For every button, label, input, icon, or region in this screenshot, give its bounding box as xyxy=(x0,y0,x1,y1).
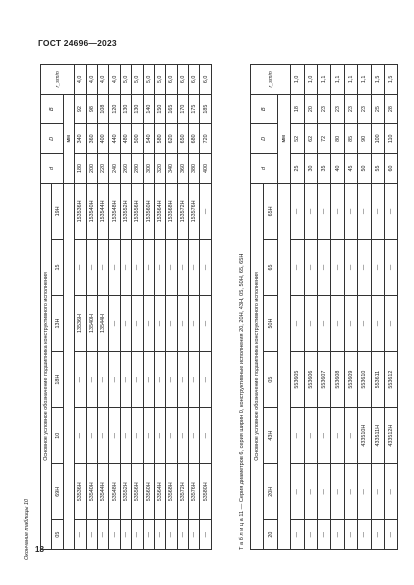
table-cell: — xyxy=(120,408,131,464)
table-cell: 153564Н xyxy=(154,183,165,239)
table-cell: 1,1 xyxy=(358,65,371,95)
table-cell: — xyxy=(384,239,397,295)
table-cell: — xyxy=(143,239,154,295)
table-cell: 6,0 xyxy=(189,65,200,95)
table-cell: — xyxy=(177,520,188,550)
table-cell: 180 xyxy=(75,154,86,184)
table-cell: 553612 xyxy=(384,352,397,408)
table-cell: 553608 xyxy=(331,352,344,408)
table-cell: 150 xyxy=(154,94,165,124)
table-cell: 6,0 xyxy=(200,65,211,95)
table-cell: — xyxy=(86,408,97,464)
table-cell: 650 xyxy=(177,124,188,154)
table-cell: — xyxy=(384,183,397,239)
table-cell: — xyxy=(166,239,177,295)
table-cell: 553609 xyxy=(344,352,357,408)
page-header: ГОСТ 24696—2023 xyxy=(38,38,117,48)
group-header: Основное условное обозначение подшипника конструктивного исполнения xyxy=(41,183,52,549)
table-cell: 72 xyxy=(317,124,330,154)
table-cell: 340 xyxy=(75,124,86,154)
table-cell: 4,0 xyxy=(97,65,108,95)
table-cell: — xyxy=(371,464,384,520)
table-cell: 553610 xyxy=(358,352,371,408)
table-cell: 13540Н xyxy=(86,296,97,352)
table-cell: 153560Н xyxy=(143,183,154,239)
table-cell: 153568Н xyxy=(166,183,177,239)
table-row xyxy=(132,65,143,550)
table-cell: — xyxy=(291,183,304,239)
table-cell: 1,1 xyxy=(344,65,357,95)
col-r: r_smin xyxy=(251,65,291,95)
table-cell: 580 xyxy=(154,124,165,154)
col-D: D xyxy=(41,124,64,154)
table-row xyxy=(291,65,304,550)
table-cell: — xyxy=(384,464,397,520)
table-row xyxy=(358,65,371,550)
table-cell: — xyxy=(189,520,200,550)
table-cell: — xyxy=(86,520,97,550)
table-cell: — xyxy=(154,239,165,295)
table-cell: — xyxy=(177,408,188,464)
table-cell: 52 xyxy=(291,124,304,154)
table-cell: — xyxy=(132,352,143,408)
page-number: 18 xyxy=(35,545,44,554)
table-cell: — xyxy=(200,239,211,295)
table-cell: 100 xyxy=(371,124,384,154)
col-B: B xyxy=(251,94,278,124)
table-cell: 380 xyxy=(189,154,200,184)
table-cell: 5,0 xyxy=(132,65,143,95)
table-cell: 240 xyxy=(109,154,120,184)
table-cell: — xyxy=(344,296,357,352)
table-cell: 1,1 xyxy=(331,65,344,95)
table-cell: 5,0 xyxy=(120,65,131,95)
col-header: 65 xyxy=(264,239,277,295)
table-cell: — xyxy=(120,239,131,295)
table-cell: 4,0 xyxy=(109,65,120,95)
table-cell: 400 xyxy=(97,124,108,154)
col-header: 10 xyxy=(52,408,63,464)
table-cell: 153572Н xyxy=(177,183,188,239)
table-cell: 98 xyxy=(86,94,97,124)
col-header: 20 xyxy=(264,520,277,550)
table-cell: 50 xyxy=(358,154,371,184)
table-cell: — xyxy=(109,408,120,464)
table-cell: — xyxy=(331,464,344,520)
table-cell: 13536Н xyxy=(75,296,86,352)
table-row xyxy=(97,65,108,550)
table-cell: — xyxy=(109,296,120,352)
table-cell: — xyxy=(166,408,177,464)
table-cell: 1,1 xyxy=(317,65,330,95)
table-cell: 53552Н xyxy=(120,464,131,520)
table-cell: 53544Н xyxy=(97,464,108,520)
table-cell: 5,0 xyxy=(154,65,165,95)
col-header: 50Н xyxy=(264,296,277,352)
table-cell: 53560Н xyxy=(143,464,154,520)
table-cell: — xyxy=(143,520,154,550)
table-cell: — xyxy=(166,352,177,408)
table-cell: — xyxy=(371,183,384,239)
table-row xyxy=(384,65,397,550)
table-cell: — xyxy=(75,239,86,295)
table-cell: — xyxy=(317,408,330,464)
col-d: d xyxy=(41,154,64,184)
table-cell: — xyxy=(291,239,304,295)
table-cell: — xyxy=(358,239,371,295)
table-cell: 53576Н xyxy=(189,464,200,520)
table-cell: — xyxy=(200,183,211,239)
col-header: 69H xyxy=(52,464,63,520)
table-cell: 300 xyxy=(143,154,154,184)
table-cell: 5,0 xyxy=(143,65,154,95)
col-header: 15 xyxy=(52,239,63,295)
table-cell: — xyxy=(317,520,330,550)
table-row xyxy=(75,65,86,550)
table-cell: 62 xyxy=(304,124,317,154)
table-cell: 4,0 xyxy=(86,65,97,95)
table-cell: 440 xyxy=(109,124,120,154)
col-r: r_smin xyxy=(41,65,75,95)
table-cell: — xyxy=(143,296,154,352)
table-cell: 153548Н xyxy=(109,183,120,239)
table-cell: 153536Н xyxy=(75,183,86,239)
table-cell: 53540Н xyxy=(86,464,97,520)
table-cell: — xyxy=(154,296,165,352)
table-cell: 23 xyxy=(317,94,330,124)
table-cell: 165 xyxy=(166,94,177,124)
col-header: 65Н xyxy=(264,183,277,239)
table-cell: — xyxy=(97,352,108,408)
table-cell: — xyxy=(132,239,143,295)
table-cell: — xyxy=(371,520,384,550)
table-cell: 80 xyxy=(331,124,344,154)
table-row xyxy=(143,65,154,550)
table-cell: — xyxy=(86,239,97,295)
table-cell: 13544Н xyxy=(97,296,108,352)
col-header: 13H xyxy=(52,296,63,352)
table-cell: 220 xyxy=(97,154,108,184)
group-header: Основное условное обозначение подшипника конструктивного исполнения xyxy=(251,183,264,549)
table-row xyxy=(371,65,384,550)
table-cell: — xyxy=(109,239,120,295)
table-cell: 153544Н xyxy=(97,183,108,239)
table-cell: 153556Н xyxy=(132,183,143,239)
table-row xyxy=(317,65,330,550)
table-cell: 553606 xyxy=(304,352,317,408)
table-cell: — xyxy=(189,408,200,464)
table-cell: — xyxy=(384,296,397,352)
table-cell: — xyxy=(304,239,317,295)
col-header: 20Н xyxy=(264,464,277,520)
table-cell: — xyxy=(132,296,143,352)
table-cell: 1,0 xyxy=(304,65,317,95)
table-cell: 553607 xyxy=(317,352,330,408)
table-cell: 500 xyxy=(132,124,143,154)
units: мм xyxy=(63,94,74,183)
table-cell: — xyxy=(317,183,330,239)
table-cell: — xyxy=(304,464,317,520)
col-header: 05 xyxy=(52,520,63,550)
table-cell: — xyxy=(291,296,304,352)
table-row xyxy=(304,65,317,550)
table-cell: 53536Н xyxy=(75,464,86,520)
table-cell: — xyxy=(331,239,344,295)
table-cell: — xyxy=(358,183,371,239)
table-cell: 553605 xyxy=(291,352,304,408)
table-cell: — xyxy=(317,296,330,352)
table-cell: 30 xyxy=(304,154,317,184)
table-row xyxy=(86,65,97,550)
table-cell: — xyxy=(109,520,120,550)
table-cell: — xyxy=(189,352,200,408)
table-row xyxy=(331,65,344,550)
table-cell: 1,5 xyxy=(371,65,384,95)
table-cell: — xyxy=(344,408,357,464)
table-cell: 140 xyxy=(143,94,154,124)
table-cell: — xyxy=(132,520,143,550)
table-cell: 130 xyxy=(132,94,143,124)
table-cell: — xyxy=(189,296,200,352)
table-cell: — xyxy=(291,464,304,520)
table-cell: 320 xyxy=(154,154,165,184)
table-cell: — xyxy=(317,239,330,295)
col-header: 19H xyxy=(52,183,63,239)
table-cell: 25 xyxy=(371,94,384,124)
table-cell: 85 xyxy=(344,124,357,154)
table-row xyxy=(120,65,131,550)
table-cell: — xyxy=(304,183,317,239)
table-cell: 25 xyxy=(291,154,304,184)
table-cell: — xyxy=(358,520,371,550)
table-cell: — xyxy=(120,296,131,352)
table-cell: — xyxy=(75,352,86,408)
table-cell: — xyxy=(177,239,188,295)
table-cell: — xyxy=(120,520,131,550)
table-cell: — xyxy=(344,183,357,239)
table-cell: — xyxy=(120,352,131,408)
table-cell: — xyxy=(344,520,357,550)
table-cell: — xyxy=(304,408,317,464)
rotated-content xyxy=(34,64,395,550)
table-cell: — xyxy=(331,408,344,464)
col-header: 18H xyxy=(52,352,63,408)
table-cell: 53572Н xyxy=(177,464,188,520)
col-header: 43Н xyxy=(264,408,277,464)
units: мм xyxy=(277,94,290,183)
table-cell: — xyxy=(154,352,165,408)
table-cell: 170 xyxy=(177,94,188,124)
table-cell: 1,5 xyxy=(384,65,397,95)
table-cell: — xyxy=(75,520,86,550)
table-row xyxy=(177,65,188,550)
table-cell: — xyxy=(371,239,384,295)
table-cell: 360 xyxy=(177,154,188,184)
col-D: D xyxy=(251,124,278,154)
table-cell: 1,0 xyxy=(291,65,304,95)
table-row xyxy=(154,65,165,550)
table-cell: 6,0 xyxy=(166,65,177,95)
table-cell: 23 xyxy=(344,94,357,124)
table-cell: 45 xyxy=(344,154,357,184)
table-cell: — xyxy=(143,408,154,464)
table-cell: — xyxy=(331,520,344,550)
table-cell: — xyxy=(75,408,86,464)
table-cell: 540 xyxy=(143,124,154,154)
table-cell: — xyxy=(291,520,304,550)
table-11-caption: Т а б л и ц а 11 — Серия диаметров 6, серия ширин 0, конструктивные исполнения 20, 20Н, 43Н, 05, 50Н, 65, 65Н xyxy=(239,253,245,550)
table-cell: 28 xyxy=(384,94,397,124)
table-cell: — xyxy=(177,352,188,408)
table-cell: 4,0 xyxy=(75,65,86,95)
table-cell: — xyxy=(304,520,317,550)
table-cell: 23 xyxy=(331,94,344,124)
table-cell: — xyxy=(189,239,200,295)
table-cell: 720 xyxy=(200,124,211,154)
table-cell: 260 xyxy=(120,154,131,184)
col-header: 05 xyxy=(264,352,277,408)
table-cell: — xyxy=(154,520,165,550)
table-cell: 53556Н xyxy=(132,464,143,520)
table-cell: — xyxy=(344,239,357,295)
table-cell: — xyxy=(200,296,211,352)
table-cell: 55 xyxy=(371,154,384,184)
table-cell: — xyxy=(371,296,384,352)
table-cell: — xyxy=(384,520,397,550)
table-10 xyxy=(40,64,212,550)
table-11 xyxy=(250,64,398,550)
table-cell: 20 xyxy=(304,94,317,124)
col-d: d xyxy=(251,154,278,184)
table-cell: — xyxy=(291,408,304,464)
table-cell: — xyxy=(304,296,317,352)
table-row xyxy=(200,65,211,550)
table-row xyxy=(344,65,357,550)
table-cell: — xyxy=(97,408,108,464)
table-cell: 200 xyxy=(86,154,97,184)
table-cell: 153540Н xyxy=(86,183,97,239)
table-cell: 433511Н xyxy=(371,408,384,464)
table-cell: 60 xyxy=(384,154,397,184)
table-cell: 53568Н xyxy=(166,464,177,520)
table-cell: 340 xyxy=(166,154,177,184)
table-cell: — xyxy=(109,352,120,408)
table-cell: 53580Н xyxy=(200,464,211,520)
table-cell: 40 xyxy=(331,154,344,184)
table-cell: 400 xyxy=(200,154,211,184)
table-cell: 92 xyxy=(75,94,86,124)
table-cell: — xyxy=(317,464,330,520)
table-cell: — xyxy=(200,408,211,464)
table-cell: — xyxy=(97,239,108,295)
table-cell: 433510Н xyxy=(358,408,371,464)
table-cell: — xyxy=(358,464,371,520)
table-cell: 360 xyxy=(86,124,97,154)
table-row xyxy=(109,65,120,550)
table-cell: — xyxy=(166,520,177,550)
table-cell: — xyxy=(97,520,108,550)
table-cell: — xyxy=(331,296,344,352)
table-row xyxy=(166,65,177,550)
table-cell: — xyxy=(200,520,211,550)
table-cell: 120 xyxy=(109,94,120,124)
table-cell: — xyxy=(166,296,177,352)
table-cell: 185 xyxy=(200,94,211,124)
continuation-caption: Окончание таблицы 10 xyxy=(24,498,30,560)
table-cell: 18 xyxy=(291,94,304,124)
table-cell: 553611 xyxy=(371,352,384,408)
table-cell: 620 xyxy=(166,124,177,154)
table-row xyxy=(189,65,200,550)
table-cell: 153576Н xyxy=(189,183,200,239)
table-cell: — xyxy=(143,352,154,408)
table-cell: 6,0 xyxy=(177,65,188,95)
table-cell: — xyxy=(358,296,371,352)
table-cell: — xyxy=(200,352,211,408)
col-B: B xyxy=(41,94,64,124)
table-cell: 480 xyxy=(120,124,131,154)
table-cell: — xyxy=(344,464,357,520)
table-cell: 90 xyxy=(358,124,371,154)
table-cell: — xyxy=(331,183,344,239)
table-cell: 53564Н xyxy=(154,464,165,520)
table-cell: 130 xyxy=(120,94,131,124)
table-cell: 175 xyxy=(189,94,200,124)
table-cell: 153552Н xyxy=(120,183,131,239)
table-cell: 280 xyxy=(132,154,143,184)
table-cell: — xyxy=(177,296,188,352)
table-cell: 110 xyxy=(384,124,397,154)
table-cell: 108 xyxy=(97,94,108,124)
table-cell: 680 xyxy=(189,124,200,154)
table-cell: — xyxy=(86,352,97,408)
table-cell: 433512Н xyxy=(384,408,397,464)
table-cell: 53548Н xyxy=(109,464,120,520)
table-cell: — xyxy=(154,408,165,464)
table-cell: 35 xyxy=(317,154,330,184)
table-cell: — xyxy=(132,408,143,464)
table-cell: 23 xyxy=(358,94,371,124)
